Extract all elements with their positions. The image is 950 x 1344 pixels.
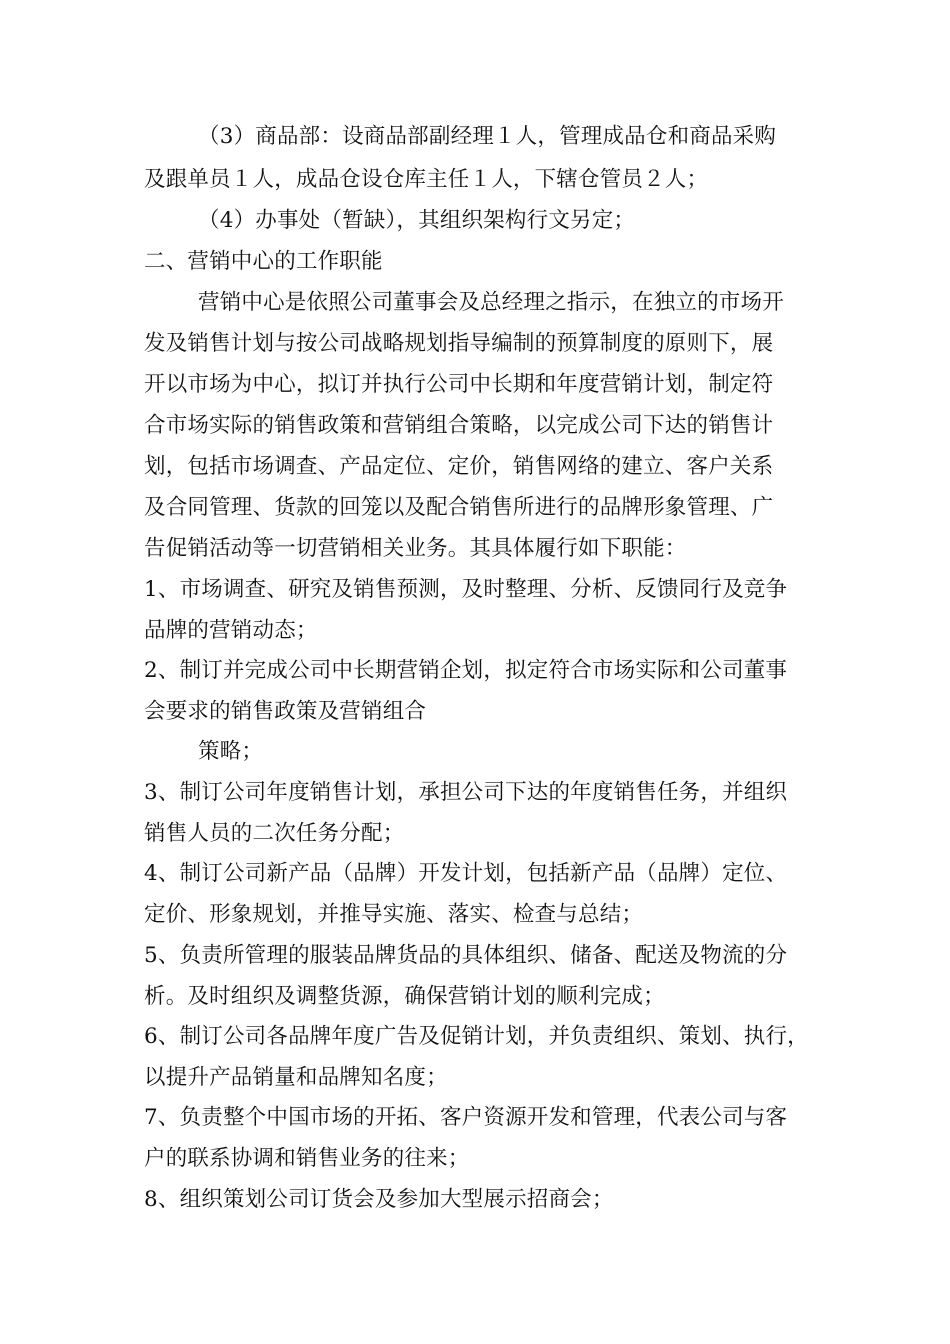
list-item: 8、组织策划公司订货会及参加大型展示招商会； bbox=[144, 1187, 614, 1212]
list-item-continuation: 以提升产品销量和品牌知名度； bbox=[144, 1065, 448, 1090]
list-item: 1、市场调查、研究及销售预测，及时整理、分析、反馈同行及竞争 bbox=[144, 577, 788, 602]
list-item-continuation: 定价、形象规划，并推导实施、落实、检查与总结； bbox=[144, 902, 644, 927]
list-item-continuation: 户的联系协调和销售业务的往来； bbox=[144, 1146, 470, 1171]
paragraph-line: 发及销售计划与按公司战略规划指导编制的预算制度的原则下，展 bbox=[144, 331, 774, 356]
list-item-continuation: 析。及时组织及调整货源，确保营销计划的顺利完成； bbox=[144, 984, 665, 1009]
list-item-continuation: 品牌的营销动态； bbox=[144, 618, 318, 643]
list-item: 4、制订公司新产品（品牌）开发计划，包括新产品（品牌）定位、 bbox=[144, 861, 788, 886]
paragraph-line: 营销中心是依照公司董事会及总经理之指示，在独立的市场开 bbox=[198, 290, 784, 315]
paragraph-line: 合市场实际的销售政策和营销组合策略，以完成公司下达的销售计 bbox=[144, 413, 774, 438]
list-item: 5、负责所管理的服装品牌货品的具体组织、储备、配送及物流的分 bbox=[144, 943, 788, 968]
list-item-continuation: 策略； bbox=[198, 739, 264, 764]
paragraph-line: 划，包括市场调查、产品定位、定价，销售网络的建立、客户关系 bbox=[144, 454, 774, 479]
list-item: 6、制订公司各品牌年度广告及促销计划，并负责组织、策划、执行， bbox=[144, 1024, 809, 1049]
list-item: 7、负责整个中国市场的开拓、客户资源开发和管理，代表公司与客 bbox=[144, 1105, 788, 1130]
list-item: 3、制订公司年度销售计划，承担公司下达的年度销售任务，并组织 bbox=[144, 780, 788, 805]
paragraph-line: 告促销活动等一切营销相关业务。其具体履行如下职能： bbox=[144, 536, 687, 561]
list-item: 2、制订并完成公司中长期营销企划，拟定符合市场实际和公司董事 bbox=[144, 658, 788, 683]
section-heading: 二、营销中心的工作职能 bbox=[144, 249, 383, 274]
paragraph-line: 及合同管理、货款的回笼以及配合销售所进行的品牌形象管理、广 bbox=[144, 495, 774, 520]
paragraph-line: （4）办事处（暂缺），其组织架构行文另定； bbox=[198, 208, 636, 233]
paragraph-line: （3）商品部：设商品部副经理１人，管理成品仓和商品采购 bbox=[198, 124, 777, 149]
list-item-continuation: 销售人员的二次任务分配； bbox=[144, 821, 405, 846]
list-item-continuation: 会要求的销售政策及营销组合 bbox=[144, 699, 427, 724]
paragraph-line: 开以市场为中心，拟订并执行公司中长期和年度营销计划，制定符 bbox=[144, 372, 774, 397]
paragraph-line: 及跟单员１人，成品仓设仓库主任１人，下辖仓管员２人； bbox=[144, 167, 709, 192]
